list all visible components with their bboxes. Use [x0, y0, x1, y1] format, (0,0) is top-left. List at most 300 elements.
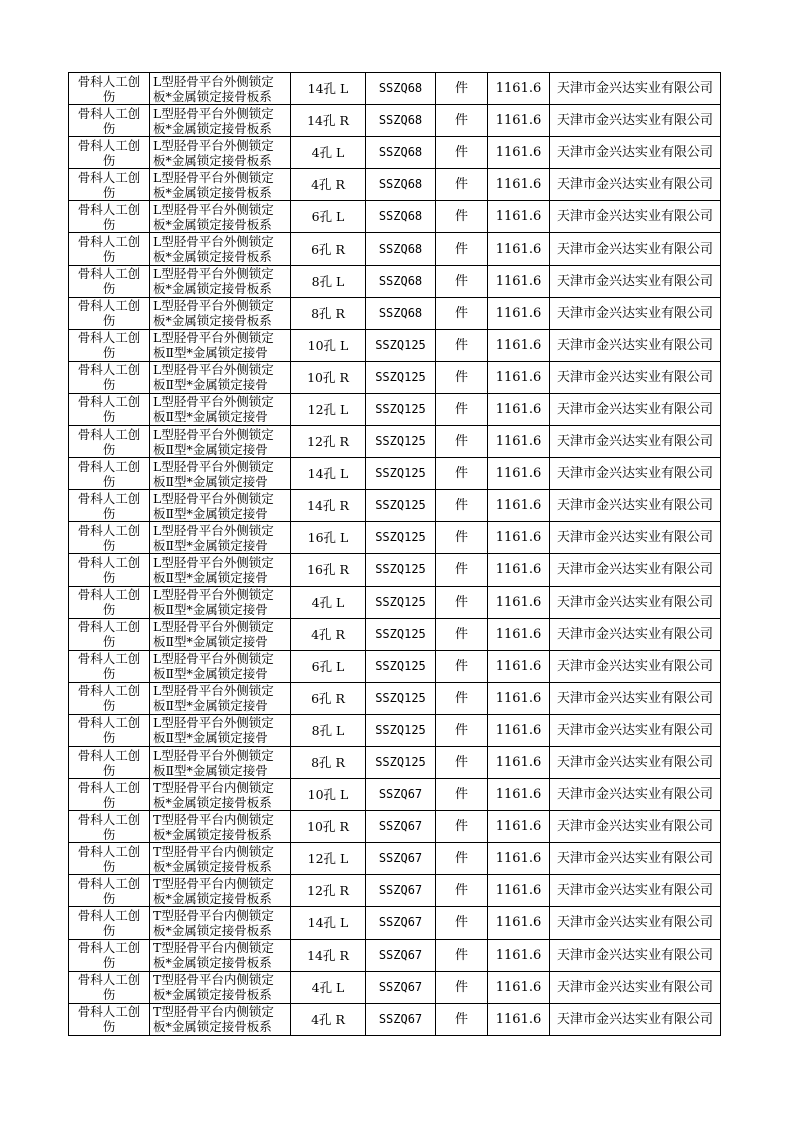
- product-name-line-1: L型胫骨平台外侧锁定: [153, 201, 274, 217]
- category-line-2: 伤: [102, 537, 116, 553]
- category-cell: [69, 618, 150, 650]
- company-cell: 天津市金兴达实业有限公司: [550, 201, 721, 233]
- product-name-line-1: L型胫骨平台外侧锁定: [153, 747, 274, 763]
- category-line-2: 伤: [102, 890, 116, 906]
- category-line-1: 骨科人工创: [77, 266, 141, 282]
- product-name-cell: [150, 265, 291, 297]
- category-line-2: 伤: [102, 152, 116, 168]
- price-cell: 1161.6: [488, 490, 550, 522]
- unit-cell: 件: [436, 554, 488, 586]
- category-cell: [69, 458, 150, 490]
- model-cell: SSZQ125: [366, 458, 436, 490]
- product-name-cell: [150, 554, 291, 586]
- product-name-line-1: L型胫骨平台外侧锁定: [153, 651, 274, 667]
- product-name-line-1: L型胫骨平台外侧锁定: [153, 522, 274, 538]
- unit-cell: 件: [436, 522, 488, 554]
- product-name-line-1: L型胫骨平台外侧锁定: [153, 169, 274, 185]
- table-row: [69, 811, 721, 843]
- category-cell: [69, 105, 150, 137]
- spec-cell: 10孔 R: [291, 361, 366, 393]
- table-row: [69, 361, 721, 393]
- company-cell: 天津市金兴达实业有限公司: [550, 169, 721, 201]
- model-cell: SSZQ68: [366, 201, 436, 233]
- product-name-line-2: 板Ⅱ型*金属锁定接骨: [153, 441, 268, 457]
- category-cell: [69, 265, 150, 297]
- unit-cell: 件: [436, 682, 488, 714]
- category-cell: [69, 875, 150, 907]
- model-cell: SSZQ125: [366, 426, 436, 458]
- category-line-1: 骨科人工创: [77, 651, 141, 667]
- category-cell: [69, 586, 150, 618]
- spec-cell: 4孔 L: [291, 971, 366, 1003]
- category-line-2: 伤: [102, 569, 116, 585]
- price-cell: 1161.6: [488, 73, 550, 105]
- product-name-cell: [150, 73, 291, 105]
- table-row: [69, 393, 721, 425]
- company-cell: 天津市金兴达实业有限公司: [550, 939, 721, 971]
- spec-cell: 14孔 L: [291, 458, 366, 490]
- spec-cell: 8孔 L: [291, 714, 366, 746]
- model-cell: SSZQ125: [366, 714, 436, 746]
- spec-cell: 6孔 R: [291, 233, 366, 265]
- product-name-line-2: 板*金属锁定接骨板系: [153, 890, 272, 906]
- company-cell: 天津市金兴达实业有限公司: [550, 554, 721, 586]
- product-name-cell: [150, 746, 291, 778]
- product-name-cell: [150, 939, 291, 971]
- category-line-2: 伤: [102, 762, 116, 778]
- category-line-1: 骨科人工创: [77, 683, 141, 699]
- product-name-line-1: L型胫骨平台外侧锁定: [153, 426, 274, 442]
- product-name-cell: [150, 907, 291, 939]
- unit-cell: 件: [436, 265, 488, 297]
- product-name-cell: [150, 201, 291, 233]
- spec-cell: 8孔 L: [291, 265, 366, 297]
- product-name-cell: [150, 137, 291, 169]
- price-cell: 1161.6: [488, 329, 550, 361]
- product-name-line-1: T型胫骨平台内侧锁定: [153, 972, 274, 988]
- model-cell: SSZQ67: [366, 907, 436, 939]
- company-cell: 天津市金兴达实业有限公司: [550, 1003, 721, 1035]
- category-cell: [69, 233, 150, 265]
- category-cell: [69, 714, 150, 746]
- model-cell: SSZQ68: [366, 137, 436, 169]
- table-row: [69, 682, 721, 714]
- company-cell: 天津市金兴达实业有限公司: [550, 329, 721, 361]
- product-name-cell: [150, 169, 291, 201]
- category-line-2: 伤: [102, 666, 116, 682]
- price-cell: 1161.6: [488, 650, 550, 682]
- product-name-line-2: 板*金属锁定接骨板系: [153, 1019, 272, 1035]
- product-table: [68, 72, 721, 1036]
- company-cell: 天津市金兴达实业有限公司: [550, 393, 721, 425]
- spec-cell: 4孔 R: [291, 169, 366, 201]
- product-name-line-1: L型胫骨平台外侧锁定: [153, 683, 274, 699]
- model-cell: SSZQ67: [366, 939, 436, 971]
- company-cell: 天津市金兴达实业有限公司: [550, 586, 721, 618]
- table-body: [69, 73, 721, 1036]
- price-cell: 1161.6: [488, 618, 550, 650]
- spec-cell: 4孔 L: [291, 137, 366, 169]
- product-name-line-1: T型胫骨平台内侧锁定: [153, 811, 274, 827]
- price-cell: 1161.6: [488, 939, 550, 971]
- product-name-line-2: 板Ⅱ型*金属锁定接骨: [153, 602, 268, 618]
- product-name-cell: [150, 650, 291, 682]
- model-cell: SSZQ68: [366, 169, 436, 201]
- table-row: [69, 105, 721, 137]
- product-name-line-2: 板*金属锁定接骨板系: [153, 987, 272, 1003]
- table-row: [69, 169, 721, 201]
- model-cell: SSZQ68: [366, 233, 436, 265]
- table-row: [69, 971, 721, 1003]
- price-cell: 1161.6: [488, 169, 550, 201]
- category-line-2: 伤: [102, 216, 116, 232]
- product-name-cell: [150, 393, 291, 425]
- spec-cell: 4孔 R: [291, 1003, 366, 1035]
- model-cell: SSZQ67: [366, 811, 436, 843]
- product-name-line-2: 板*金属锁定接骨板系: [153, 858, 272, 874]
- category-line-2: 伤: [102, 505, 116, 521]
- spec-cell: 4孔 L: [291, 586, 366, 618]
- spec-cell: 14孔 L: [291, 907, 366, 939]
- spec-cell: 6孔 R: [291, 682, 366, 714]
- spec-cell: 10孔 L: [291, 329, 366, 361]
- price-cell: 1161.6: [488, 779, 550, 811]
- category-cell: [69, 73, 150, 105]
- unit-cell: 件: [436, 169, 488, 201]
- unit-cell: 件: [436, 939, 488, 971]
- unit-cell: 件: [436, 811, 488, 843]
- unit-cell: 件: [436, 779, 488, 811]
- category-line-1: 骨科人工创: [77, 554, 141, 570]
- spec-cell: 10孔 R: [291, 811, 366, 843]
- price-cell: 1161.6: [488, 682, 550, 714]
- spec-cell: 14孔 L: [291, 73, 366, 105]
- category-line-2: 伤: [102, 473, 116, 489]
- price-cell: 1161.6: [488, 297, 550, 329]
- table-row: [69, 1003, 721, 1035]
- category-line-2: 伤: [102, 955, 116, 971]
- category-cell: [69, 554, 150, 586]
- category-cell: [69, 939, 150, 971]
- product-name-line-2: 板*金属锁定接骨板系: [153, 794, 272, 810]
- product-name-cell: [150, 843, 291, 875]
- product-name-line-1: L型胫骨平台外侧锁定: [153, 266, 274, 282]
- category-line-2: 伤: [102, 184, 116, 200]
- unit-cell: 件: [436, 746, 488, 778]
- table-row: [69, 426, 721, 458]
- company-cell: 天津市金兴达实业有限公司: [550, 650, 721, 682]
- price-cell: 1161.6: [488, 811, 550, 843]
- product-name-line-1: L型胫骨平台外侧锁定: [153, 137, 274, 153]
- category-line-1: 骨科人工创: [77, 587, 141, 603]
- category-cell: [69, 329, 150, 361]
- product-name-line-1: T型胫骨平台内侧锁定: [153, 907, 274, 923]
- category-line-2: 伤: [102, 602, 116, 618]
- unit-cell: 件: [436, 1003, 488, 1035]
- price-cell: 1161.6: [488, 393, 550, 425]
- product-name-line-2: 板*金属锁定接骨板系: [153, 120, 272, 136]
- table-row: [69, 714, 721, 746]
- company-cell: 天津市金兴达实业有限公司: [550, 137, 721, 169]
- unit-cell: 件: [436, 586, 488, 618]
- model-cell: SSZQ125: [366, 361, 436, 393]
- product-name-line-1: L型胫骨平台外侧锁定: [153, 490, 274, 506]
- model-cell: SSZQ67: [366, 971, 436, 1003]
- category-line-2: 伤: [102, 281, 116, 297]
- model-cell: SSZQ68: [366, 265, 436, 297]
- model-cell: SSZQ67: [366, 843, 436, 875]
- price-cell: 1161.6: [488, 233, 550, 265]
- product-name-cell: [150, 875, 291, 907]
- category-cell: [69, 297, 150, 329]
- category-cell: [69, 361, 150, 393]
- model-cell: SSZQ125: [366, 586, 436, 618]
- product-name-cell: [150, 426, 291, 458]
- product-name-cell: [150, 329, 291, 361]
- company-cell: 天津市金兴达实业有限公司: [550, 875, 721, 907]
- category-line-1: 骨科人工创: [77, 490, 141, 506]
- table-row: [69, 233, 721, 265]
- company-cell: 天津市金兴达实业有限公司: [550, 490, 721, 522]
- category-line-2: 伤: [102, 826, 116, 842]
- company-cell: 天津市金兴达实业有限公司: [550, 714, 721, 746]
- category-line-2: 伤: [102, 313, 116, 329]
- unit-cell: 件: [436, 875, 488, 907]
- product-name-line-2: 板Ⅱ型*金属锁定接骨: [153, 569, 268, 585]
- category-line-1: 骨科人工创: [77, 394, 141, 410]
- unit-cell: 件: [436, 137, 488, 169]
- product-name-cell: [150, 714, 291, 746]
- product-name-line-1: L型胫骨平台外侧锁定: [153, 458, 274, 474]
- category-line-1: 骨科人工创: [77, 169, 141, 185]
- product-name-line-1: L型胫骨平台外侧锁定: [153, 105, 274, 121]
- model-cell: SSZQ125: [366, 650, 436, 682]
- product-name-cell: [150, 105, 291, 137]
- spec-cell: 8孔 R: [291, 746, 366, 778]
- unit-cell: 件: [436, 618, 488, 650]
- model-cell: SSZQ68: [366, 105, 436, 137]
- product-name-line-1: L型胫骨平台外侧锁定: [153, 234, 274, 250]
- price-cell: 1161.6: [488, 586, 550, 618]
- price-cell: 1161.6: [488, 201, 550, 233]
- category-cell: [69, 169, 150, 201]
- price-cell: 1161.6: [488, 714, 550, 746]
- table-row: [69, 843, 721, 875]
- spec-cell: 14孔 R: [291, 939, 366, 971]
- unit-cell: 件: [436, 73, 488, 105]
- category-line-2: 伤: [102, 858, 116, 874]
- product-name-line-1: L型胫骨平台外侧锁定: [153, 394, 274, 410]
- category-cell: [69, 779, 150, 811]
- table-row: [69, 297, 721, 329]
- category-cell: [69, 907, 150, 939]
- unit-cell: 件: [436, 233, 488, 265]
- product-name-line-1: L型胫骨平台外侧锁定: [153, 715, 274, 731]
- category-line-2: 伤: [102, 88, 116, 104]
- category-cell: [69, 650, 150, 682]
- product-name-cell: [150, 971, 291, 1003]
- spec-cell: 10孔 L: [291, 779, 366, 811]
- spec-cell: 12孔 R: [291, 426, 366, 458]
- product-name-line-2: 板Ⅱ型*金属锁定接骨: [153, 698, 268, 714]
- category-cell: [69, 971, 150, 1003]
- unit-cell: 件: [436, 329, 488, 361]
- category-line-1: 骨科人工创: [77, 1004, 141, 1020]
- product-name-cell: [150, 1003, 291, 1035]
- product-name-cell: [150, 361, 291, 393]
- category-line-2: 伤: [102, 730, 116, 746]
- product-name-line-2: 板*金属锁定接骨板系: [153, 216, 272, 232]
- table-row: [69, 137, 721, 169]
- category-line-1: 骨科人工创: [77, 747, 141, 763]
- table-row: [69, 875, 721, 907]
- product-name-cell: [150, 490, 291, 522]
- company-cell: 天津市金兴达实业有限公司: [550, 426, 721, 458]
- spec-cell: 16孔 L: [291, 522, 366, 554]
- table-row: [69, 522, 721, 554]
- category-line-1: 骨科人工创: [77, 137, 141, 153]
- product-name-line-2: 板Ⅱ型*金属锁定接骨: [153, 730, 268, 746]
- category-line-2: 伤: [102, 1019, 116, 1035]
- product-name-line-1: T型胫骨平台内侧锁定: [153, 875, 274, 891]
- category-cell: [69, 201, 150, 233]
- unit-cell: 件: [436, 490, 488, 522]
- product-name-cell: [150, 458, 291, 490]
- category-cell: [69, 393, 150, 425]
- table-row: [69, 907, 721, 939]
- company-cell: 天津市金兴达实业有限公司: [550, 105, 721, 137]
- unit-cell: 件: [436, 650, 488, 682]
- product-name-line-2: 板*金属锁定接骨板系: [153, 249, 272, 265]
- unit-cell: 件: [436, 843, 488, 875]
- product-name-cell: [150, 297, 291, 329]
- product-name-line-2: 板*金属锁定接骨板系: [153, 88, 272, 104]
- category-line-1: 骨科人工创: [77, 843, 141, 859]
- category-line-1: 骨科人工创: [77, 522, 141, 538]
- spec-cell: 14孔 R: [291, 490, 366, 522]
- company-cell: 天津市金兴达实业有限公司: [550, 682, 721, 714]
- product-name-line-2: 板*金属锁定接骨板系: [153, 313, 272, 329]
- price-cell: 1161.6: [488, 746, 550, 778]
- category-line-1: 骨科人工创: [77, 73, 141, 89]
- table-row: [69, 586, 721, 618]
- table-row: [69, 201, 721, 233]
- table-row: [69, 554, 721, 586]
- model-cell: SSZQ125: [366, 490, 436, 522]
- company-cell: 天津市金兴达实业有限公司: [550, 73, 721, 105]
- company-cell: 天津市金兴达实业有限公司: [550, 811, 721, 843]
- unit-cell: 件: [436, 971, 488, 1003]
- category-line-1: 骨科人工创: [77, 426, 141, 442]
- product-name-line-2: 板Ⅱ型*金属锁定接骨: [153, 473, 268, 489]
- model-cell: SSZQ125: [366, 329, 436, 361]
- model-cell: SSZQ125: [366, 393, 436, 425]
- product-name-line-1: L型胫骨平台外侧锁定: [153, 362, 274, 378]
- category-line-1: 骨科人工创: [77, 940, 141, 956]
- price-cell: 1161.6: [488, 426, 550, 458]
- model-cell: SSZQ125: [366, 682, 436, 714]
- product-name-line-2: 板Ⅱ型*金属锁定接骨: [153, 666, 268, 682]
- product-name-line-2: 板*金属锁定接骨板系: [153, 152, 272, 168]
- product-name-cell: [150, 682, 291, 714]
- table-row: [69, 779, 721, 811]
- category-cell: [69, 522, 150, 554]
- product-name-cell: [150, 586, 291, 618]
- product-name-line-1: L型胫骨平台外侧锁定: [153, 587, 274, 603]
- unit-cell: 件: [436, 907, 488, 939]
- model-cell: SSZQ125: [366, 522, 436, 554]
- company-cell: 天津市金兴达实业有限公司: [550, 233, 721, 265]
- unit-cell: 件: [436, 714, 488, 746]
- spec-cell: 12孔 R: [291, 875, 366, 907]
- product-name-line-1: L型胫骨平台外侧锁定: [153, 619, 274, 635]
- product-name-line-1: T型胫骨平台内侧锁定: [153, 1004, 274, 1020]
- price-cell: 1161.6: [488, 522, 550, 554]
- category-line-1: 骨科人工创: [77, 779, 141, 795]
- category-cell: [69, 426, 150, 458]
- company-cell: 天津市金兴达实业有限公司: [550, 618, 721, 650]
- category-line-1: 骨科人工创: [77, 330, 141, 346]
- product-name-line-2: 板Ⅱ型*金属锁定接骨: [153, 634, 268, 650]
- product-name-cell: [150, 233, 291, 265]
- category-line-1: 骨科人工创: [77, 201, 141, 217]
- table-row: [69, 650, 721, 682]
- category-line-2: 伤: [102, 794, 116, 810]
- price-cell: 1161.6: [488, 1003, 550, 1035]
- category-cell: [69, 746, 150, 778]
- category-line-1: 骨科人工创: [77, 362, 141, 378]
- table-row: [69, 618, 721, 650]
- product-name-line-1: L型胫骨平台外侧锁定: [153, 330, 274, 346]
- company-cell: 天津市金兴达实业有限公司: [550, 746, 721, 778]
- category-line-1: 骨科人工创: [77, 619, 141, 635]
- price-cell: 1161.6: [488, 971, 550, 1003]
- product-name-line-1: T型胫骨平台内侧锁定: [153, 843, 274, 859]
- product-name-line-1: T型胫骨平台内侧锁定: [153, 940, 274, 956]
- price-cell: 1161.6: [488, 843, 550, 875]
- table-row: [69, 458, 721, 490]
- model-cell: SSZQ68: [366, 73, 436, 105]
- model-cell: SSZQ125: [366, 554, 436, 586]
- product-name-line-2: 板*金属锁定接骨板系: [153, 922, 272, 938]
- unit-cell: 件: [436, 361, 488, 393]
- product-name-line-2: 板Ⅱ型*金属锁定接骨: [153, 762, 268, 778]
- product-name-line-2: 板Ⅱ型*金属锁定接骨: [153, 377, 268, 393]
- model-cell: SSZQ67: [366, 875, 436, 907]
- table-row: [69, 939, 721, 971]
- category-line-1: 骨科人工创: [77, 907, 141, 923]
- company-cell: 天津市金兴达实业有限公司: [550, 297, 721, 329]
- price-cell: 1161.6: [488, 137, 550, 169]
- model-cell: SSZQ67: [366, 1003, 436, 1035]
- company-cell: 天津市金兴达实业有限公司: [550, 458, 721, 490]
- product-name-line-2: 板Ⅱ型*金属锁定接骨: [153, 537, 268, 553]
- product-name-line-2: 板Ⅱ型*金属锁定接骨: [153, 409, 268, 425]
- category-line-1: 骨科人工创: [77, 811, 141, 827]
- category-line-2: 伤: [102, 441, 116, 457]
- model-cell: SSZQ67: [366, 779, 436, 811]
- category-line-2: 伤: [102, 377, 116, 393]
- spec-cell: 12孔 L: [291, 393, 366, 425]
- table-row: [69, 746, 721, 778]
- product-name-line-1: L型胫骨平台外侧锁定: [153, 73, 274, 89]
- category-line-2: 伤: [102, 987, 116, 1003]
- spec-cell: 6孔 L: [291, 201, 366, 233]
- company-cell: 天津市金兴达实业有限公司: [550, 779, 721, 811]
- category-line-2: 伤: [102, 922, 116, 938]
- category-cell: [69, 137, 150, 169]
- price-cell: 1161.6: [488, 105, 550, 137]
